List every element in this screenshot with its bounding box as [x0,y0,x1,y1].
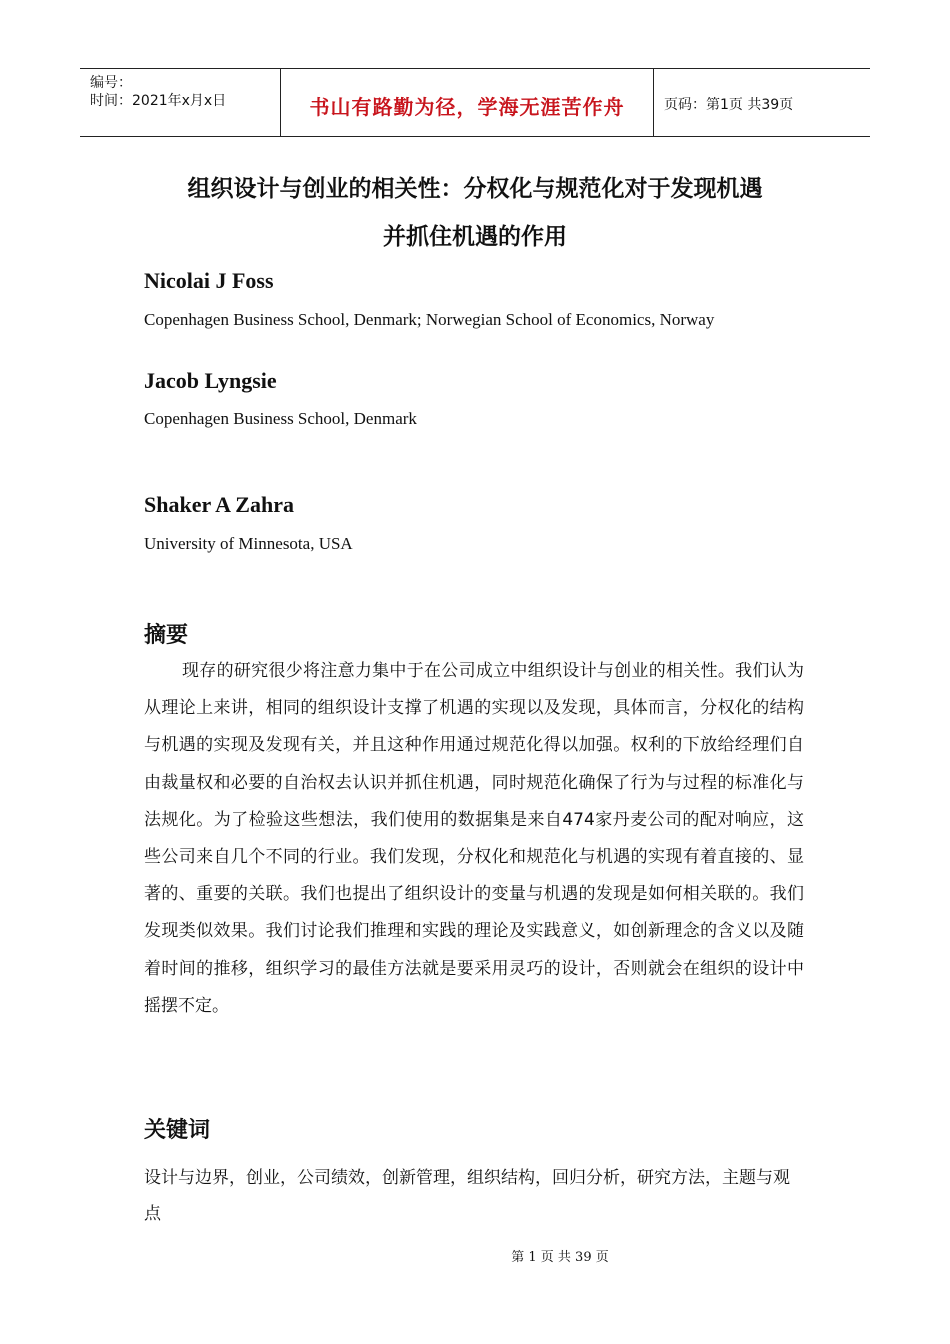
header-motto: 书山有路勤为径，学海无涯苦作舟 [309,95,625,119]
author-name: Jacob Lyngsie [144,368,277,393]
keywords-heading: 关键词 [144,1118,211,1143]
header-page-code: 页码：第1页 共39页 [664,97,794,113]
author-affiliation: Copenhagen Business School, Denmark [144,409,417,428]
abstract-body: 现存的研究很少将注意力集中于在公司成立中组织设计与创业的相关性。我们认为从理论上来讲，相同的组织设计支撑了机遇的实现以及发现，具体而言，分权化的结构与机遇的实现及发现有关，并且这种作用通过规范化得以加强。权利的下放给经理们自由裁量权和必要的自治权去认识并抓住机遇，同时规范化确保了行为与过程的标准化与法规化。为了检验这些想法，我们使用的数据集是来自474家丹麦公司的配对响应，这些公司来自几个不同的行业。我们发现，分权化和规范化与机遇的实现有着直接的、显著的、重要的关联。我们也提出了组织设计的变量与机遇的发现是如何相关联的。我们发现类似效果。我们讨论我们推理和实践的理论及实践意义，如创新理念的含义以及随着时间的推移，组织学习的最佳方法就是要采用灵巧的设计，否则就会在组织的设计中摇摆不定。 [144,661,804,1016]
header-page-cell [654,69,870,136]
abstract-heading: 摘要 [144,623,189,648]
author-affiliation: Copenhagen Business School, Denmark; Norwegian School of Economics, Norway [144,310,715,329]
page-footer: 第 1 页 共 39 页 [511,1250,609,1265]
page-header [80,68,870,137]
header-number-label: 编号： [90,75,132,91]
document-title-line-1: 组织设计与创业的相关性：分权化与规范化对于发现机遇 [187,176,763,202]
author-name: Shaker A Zahra [144,492,294,517]
author-affiliation: University of Minnesota, USA [144,534,353,553]
header-date-label: 时间：2021年x月x日 [90,93,227,109]
header-info-cell [80,69,281,136]
header-motto-cell [281,69,654,136]
keywords-body: 设计与边界，创业，公司绩效，创新管理，组织结构，回归分析，研究方法，主题与观点 [144,1168,790,1224]
document-title-line-2: 并抓住机遇的作用 [383,224,567,250]
author-name: Nicolai J Foss [144,268,274,293]
